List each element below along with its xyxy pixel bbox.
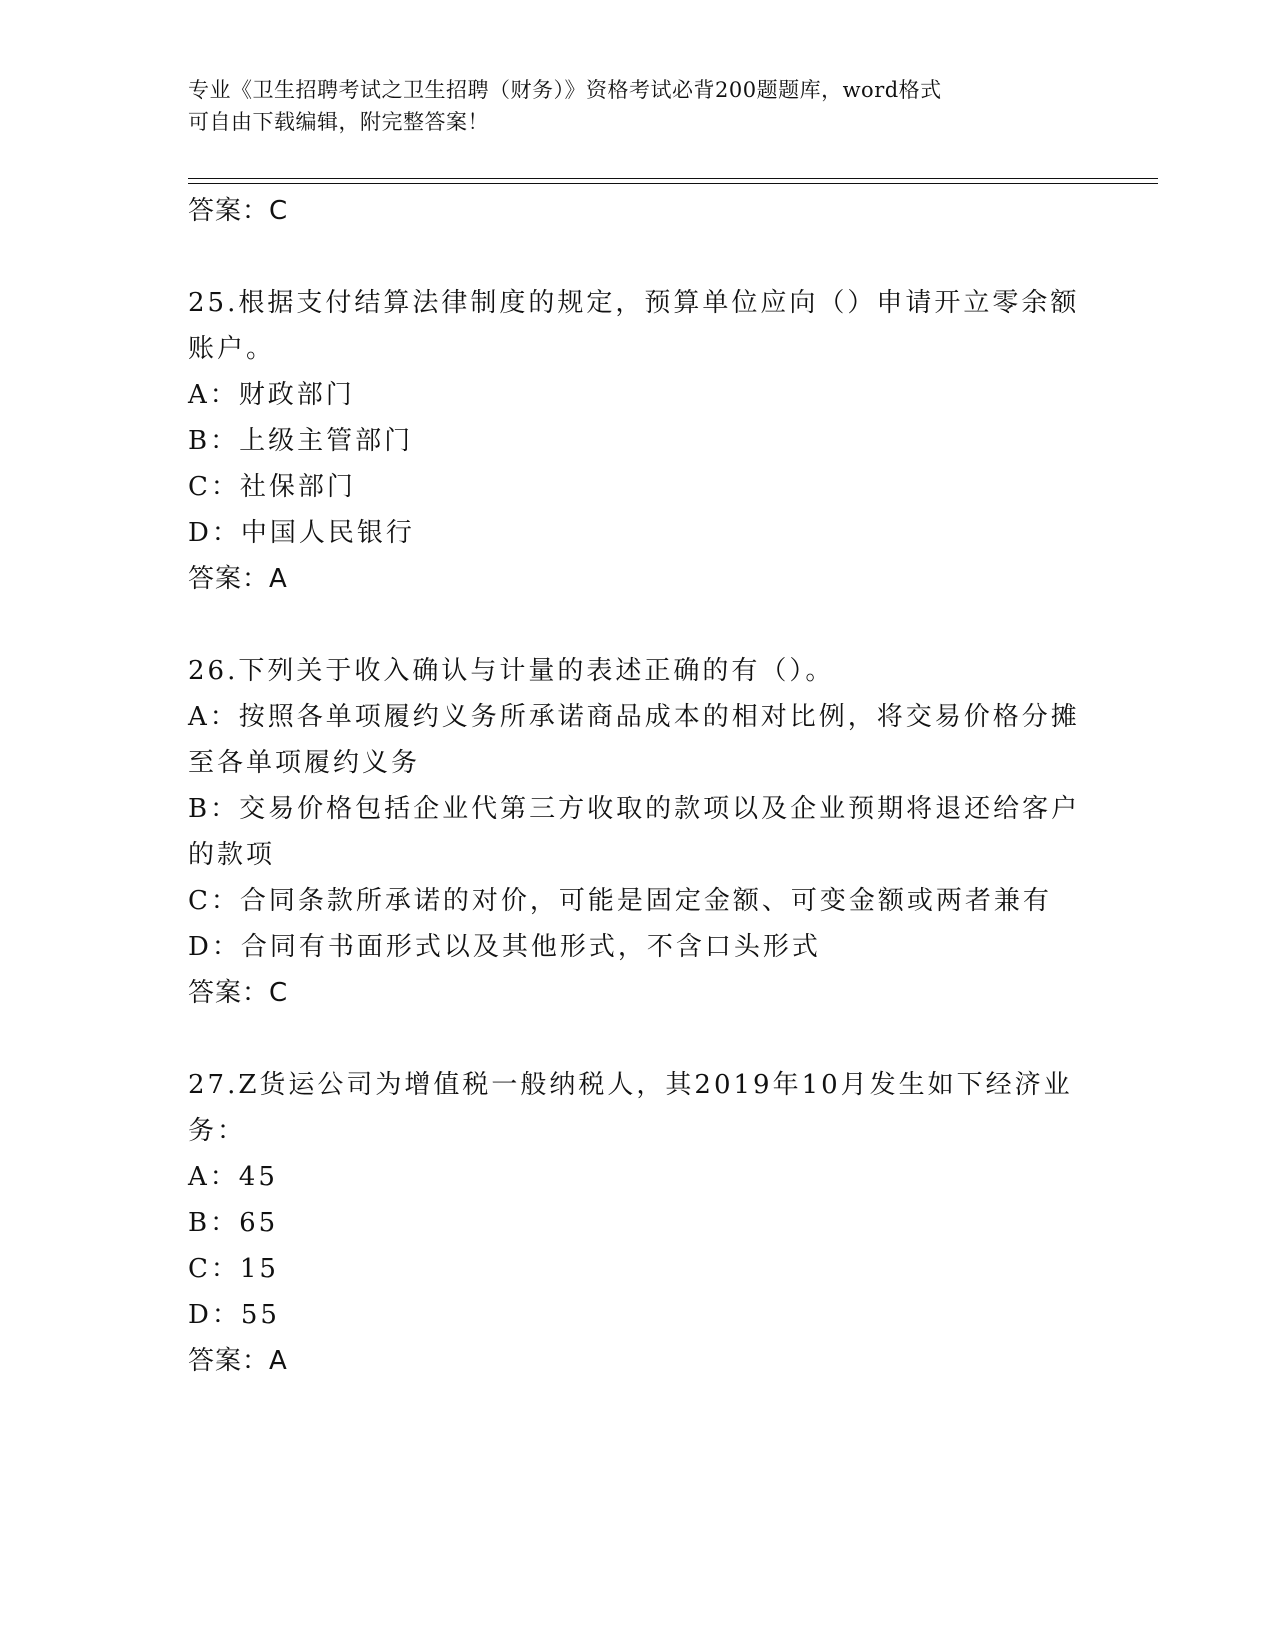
option-b: B：交易价格包括企业代第三方收取的款项以及企业预期将退还给客户 xyxy=(188,794,1081,824)
option-d: D：合同有书面形式以及其他形式，不含口头形式 xyxy=(188,932,821,962)
option-b: B：65 xyxy=(188,1208,279,1238)
question-text: 27.Z货运公司为增值税一般纳税人，其2019年10月发生如下经济业 xyxy=(188,1070,1073,1100)
question-text: 账户。 xyxy=(188,334,276,364)
option-c: C：合同条款所承诺的对价，可能是固定金额、可变金额或两者兼有 xyxy=(188,886,1052,916)
spacer xyxy=(188,1016,1088,1062)
answer-line: 答案：C xyxy=(188,196,289,226)
option-a: A：按照各单项履约义务所承诺商品成本的相对比例，将交易价格分摊 xyxy=(188,702,1080,732)
answer-line: 答案：A xyxy=(188,564,288,594)
question-block xyxy=(188,1062,1088,1384)
option-a-continued: 至各单项履约义务 xyxy=(188,748,421,778)
question-list xyxy=(188,188,1088,1384)
spacer xyxy=(188,234,1088,280)
question-text: 25.根据支付结算法律制度的规定，预算单位应向（）申请开立零余额 xyxy=(188,288,1080,318)
question-block xyxy=(188,280,1088,602)
header-divider xyxy=(188,183,1158,184)
option-b-continued: 的款项 xyxy=(188,840,276,870)
spacer xyxy=(188,602,1088,648)
question-text: 务： xyxy=(188,1116,247,1146)
option-c: C：15 xyxy=(188,1254,279,1284)
option-c: C：社保部门 xyxy=(188,472,356,502)
header-line: 专业《卫生招聘考试之卫生招聘（财务）》资格考试必背200题题库，word格式 xyxy=(188,78,942,102)
option-a: A：45 xyxy=(188,1162,278,1192)
header-divider xyxy=(188,178,1158,179)
header-line: 可自由下载编辑，附完整答案！ xyxy=(188,110,489,134)
answer-line: 答案：A xyxy=(188,1346,288,1376)
option-b: B：上级主管部门 xyxy=(188,426,414,456)
option-d: D：中国人民银行 xyxy=(188,518,415,548)
question-text: 26.下列关于收入确认与计量的表述正确的有（）。 xyxy=(188,656,835,686)
option-d: D：55 xyxy=(188,1300,280,1330)
option-a: A：财政部门 xyxy=(188,380,355,410)
document-header xyxy=(188,74,1088,138)
question-block xyxy=(188,648,1088,1016)
answer-line: 答案：C xyxy=(188,978,289,1008)
